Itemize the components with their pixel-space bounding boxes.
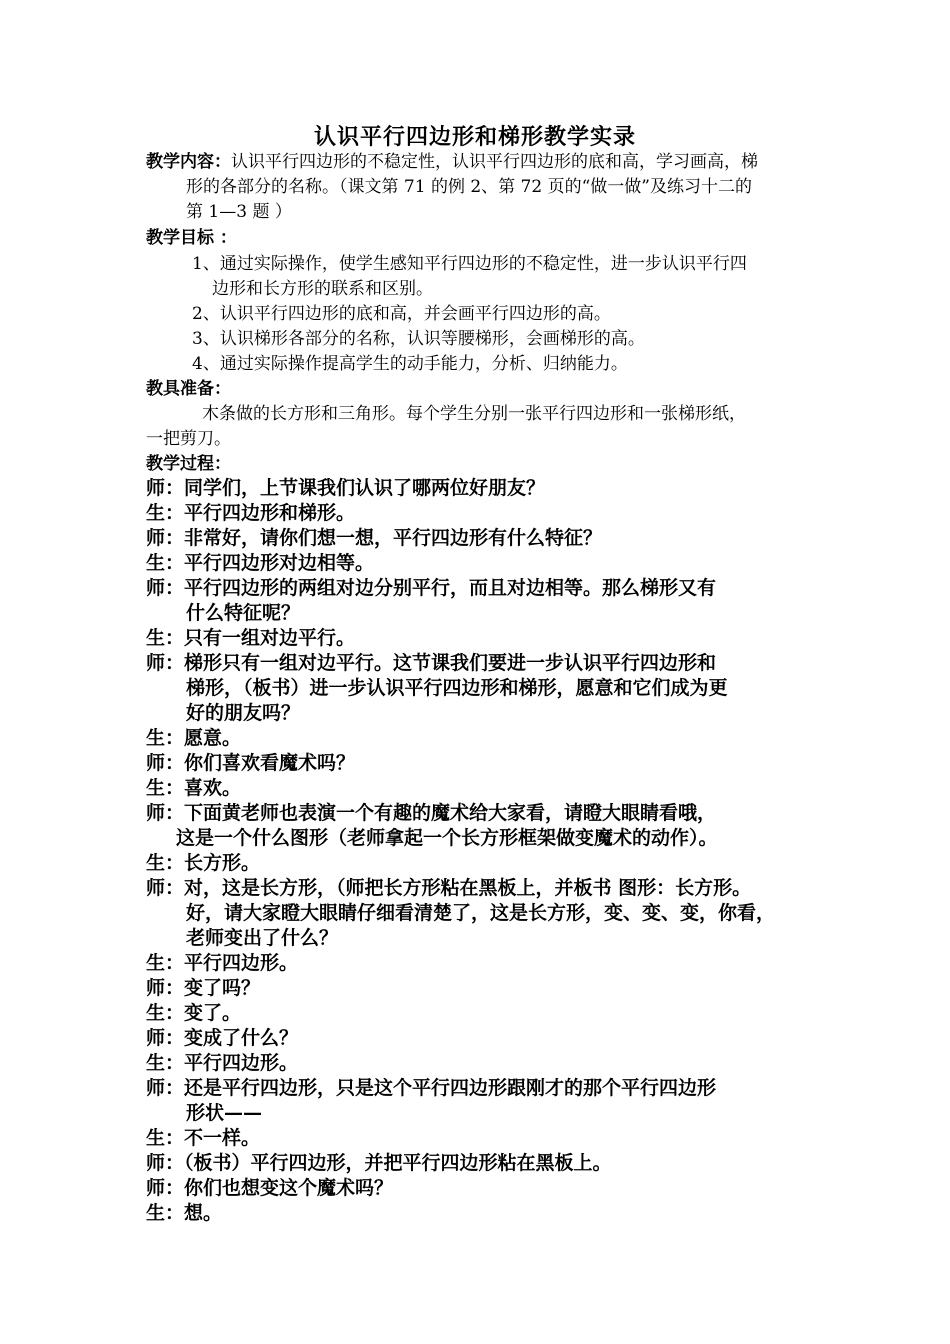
dialogue-line-18: 好，请大家瞪大眼睛仔细看清楚了，这是长方形，变、变、变，你看， (186, 902, 776, 924)
dialogue-line-2: 生：平行四边形和梯形。 (146, 502, 356, 524)
dialogue-line-8: 师：梯形只有一组对边平行。这节课我们要进一步认识平行四边形和 (146, 652, 717, 674)
goals-line-3: 2、认识平行四边形的底和高，并会画平行四边形的高。 (192, 304, 611, 324)
content-line-2: 形的各部分的名称。（课文第 71 的例 2、第 72 页的“做一做”及练习十二的 (186, 177, 752, 197)
tools-line-2: 一把剪刀。 (146, 429, 231, 449)
dialogue-line-22: 生：变了。 (146, 1002, 242, 1024)
dialogue-line-7: 生：只有一组对边平行。 (146, 627, 356, 649)
process-label: 教学过程： (146, 454, 231, 474)
dialogue-line-5: 师：平行四边形的两组对边分别平行，而且对边相等。那么梯形又有 (146, 577, 717, 599)
dialogue-line-3: 师：非常好，请你们想一想，平行四边形有什么特征？ (146, 527, 603, 549)
tools-label: 教具准备： (146, 379, 231, 399)
dialogue-line-29: 师：你们也想变这个魔术吗？ (146, 1177, 394, 1199)
dialogue-line-24: 生：平行四边形。 (146, 1052, 299, 1074)
dialogue-line-30: 生：想。 (146, 1202, 223, 1224)
dialogue-line-23: 师：变成了什么？ (146, 1027, 299, 1049)
dialogue-line-16: 生：长方形。 (146, 852, 261, 874)
goals-label: 教学目标 ： (146, 228, 237, 248)
dialogue-line-15: 这是一个什么图形（老师拿起一个长方形框架做变魔术的动作）。 (176, 827, 718, 849)
dialogue-line-13: 生：喜欢。 (146, 777, 242, 799)
goals-line-1: 1、通过实际操作，使学生感知平行四边形的不稳定性，进一步认识平行四 (192, 254, 747, 274)
tools-line-1: 木条做的长方形和三角形。每个学生分别一张平行四边形和一张梯形纸， (202, 404, 746, 424)
dialogue-line-25: 师：还是平行四边形，只是这个平行四边形跟刚才的那个平行四边形 (146, 1077, 717, 1099)
dialogue-line-6: 什么特征呢？ (186, 602, 301, 624)
page-title: 认识平行四边形和梯形教学实录 (313, 124, 636, 150)
dialogue-line-14: 师：下面黄老师也表演一个有趣的魔术给大家看，请瞪大眼睛看哦， (146, 802, 717, 824)
goals-line-4: 3、认识梯形各部分的名称，认识等腰梯形，会画梯形的高。 (192, 329, 645, 349)
dialogue-line-1: 师：同学们，上节课我们认识了哪两位好朋友？ (146, 477, 546, 499)
content-line-3: 第 1—3 题 ） (186, 202, 292, 222)
dialogue-line-19: 老师变出了什么？ (186, 927, 339, 949)
dialogue-line-4: 生：平行四边形对边相等。 (146, 552, 375, 574)
goals-line-5: 4、通过实际操作提高学生的动手能力，分析、归纳能力。 (192, 354, 628, 374)
dialogue-line-9: 梯形，（板书）进一步认识平行四边形和梯形，愿意和它们成为更 (186, 677, 728, 699)
dialogue-line-20: 生：平行四边形。 (146, 952, 299, 974)
dialogue-line-21: 师：变了吗？ (146, 977, 261, 999)
dialogue-line-26: 形状—— (186, 1102, 263, 1124)
content-text-1: 认识平行四边形的不稳定性，认识平行四边形的底和高，学习画高，梯 (231, 152, 758, 172)
content-label: 教学内容： (146, 152, 231, 172)
dialogue-line-17: 师：对，这是长方形，（师把长方形粘在黑板上，并板书 图形：长方形。 (146, 877, 752, 899)
goals-line-2: 边形和长方形的联系和区别。 (212, 279, 433, 299)
dialogue-line-11: 生：愿意。 (146, 727, 242, 749)
content-line-1 (146, 151, 758, 173)
dialogue-line-28: 师：（板书）平行四边形，并把平行四边形粘在黑板上。 (146, 1152, 612, 1174)
dialogue-line-12: 师：你们喜欢看魔术吗？ (146, 752, 356, 774)
dialogue-line-27: 生：不一样。 (146, 1127, 261, 1149)
dialogue-line-10: 好的朋友吗？ (186, 702, 301, 724)
